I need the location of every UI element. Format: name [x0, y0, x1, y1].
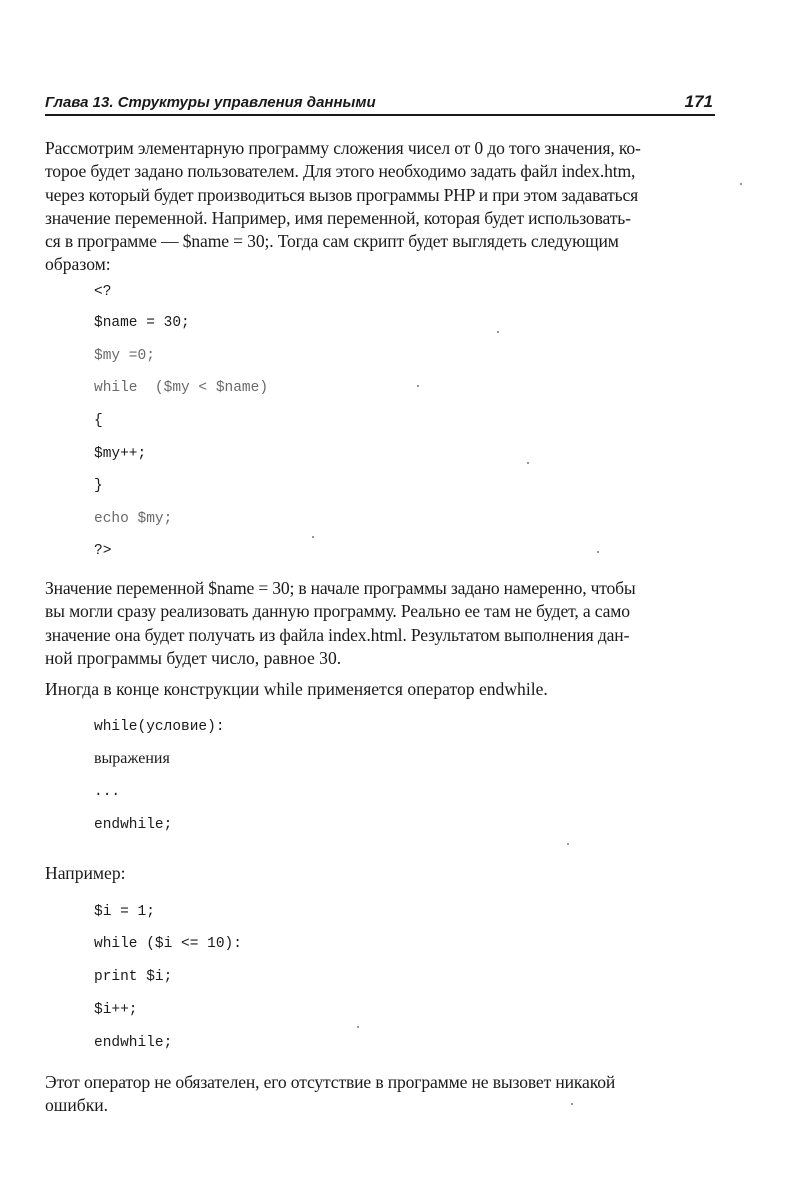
code-line: ?> — [94, 543, 112, 559]
code-line: while ($my < $name) — [94, 380, 269, 396]
text-line: Иногда в конце конструкции while применяется оператор endwhile. — [45, 679, 548, 699]
text-line: Значение переменной $name = 30; в начале программы задано намеренно, чтобы — [45, 578, 636, 598]
text-line: значение переменной. Например, имя переменной, которая будет использовать- — [45, 207, 631, 228]
code-line: ... — [94, 784, 121, 800]
code-line: print $i; — [94, 969, 173, 985]
code-line: $i++; — [94, 1002, 138, 1018]
text-line: Этот оператор не обязателен, его отсутствие в программе не вызовет никакой — [45, 1072, 616, 1092]
text-line: ошибки. — [45, 1095, 109, 1116]
text-line: ся в программе — $name = 30;. Тогда сам скрипт будет выглядеть следующим — [45, 231, 619, 252]
scan-speck — [497, 331, 499, 333]
paragraph-explanation — [45, 577, 717, 670]
scan-speck — [571, 1103, 573, 1105]
text-line: вы могли сразу реализовать данную программу. Реально ее там не будет, а само — [45, 601, 630, 622]
scan-speck — [417, 385, 419, 387]
code-line: $i = 1; — [94, 904, 155, 920]
code-line: endwhile; — [94, 1035, 173, 1051]
code-line: echo $my; — [94, 511, 173, 527]
text-line: значение она будет получать из файла index.html. Результатом выполнения дан- — [45, 624, 630, 645]
text-line: Например: — [45, 863, 126, 883]
code-line: while ($i <= 10): — [94, 936, 242, 952]
code-line: $my =0; — [94, 348, 155, 364]
code-line: endwhile; — [94, 817, 173, 833]
text-line: образом: — [45, 254, 111, 275]
scan-speck — [740, 183, 742, 185]
scan-speck — [597, 551, 599, 553]
code-line: { — [94, 413, 103, 429]
page-number: 171 — [684, 92, 713, 111]
code-line: выражения — [94, 750, 170, 767]
scan-speck — [567, 843, 569, 845]
text-line: Рассмотрим элементарную программу сложения чисел от 0 до того значения, ко- — [45, 138, 641, 158]
text-line: через который будет производиться вызов программы PHP и при этом задаваться — [45, 184, 638, 205]
paragraph-intro — [45, 137, 717, 277]
code-line: $name = 30; — [94, 315, 190, 331]
scan-speck — [357, 1026, 359, 1028]
text-line: торое будет задано пользователем. Для этого необходимо задать файл index.htm, — [45, 161, 636, 182]
running-header — [45, 94, 715, 116]
scan-speck — [312, 536, 314, 538]
chapter-title: Глава 13. Структуры управления данными — [45, 94, 376, 111]
code-line: <? — [94, 284, 112, 300]
code-line: } — [94, 478, 103, 494]
scan-speck — [527, 462, 529, 464]
code-line: $my++; — [94, 446, 147, 462]
paragraph-conclusion — [45, 1071, 717, 1118]
text-line: ной программы будет число, равное 30. — [45, 647, 342, 668]
paragraph-endwhile — [45, 678, 717, 701]
code-line: while(условие): — [94, 719, 225, 735]
paragraph-example-label — [45, 862, 717, 885]
